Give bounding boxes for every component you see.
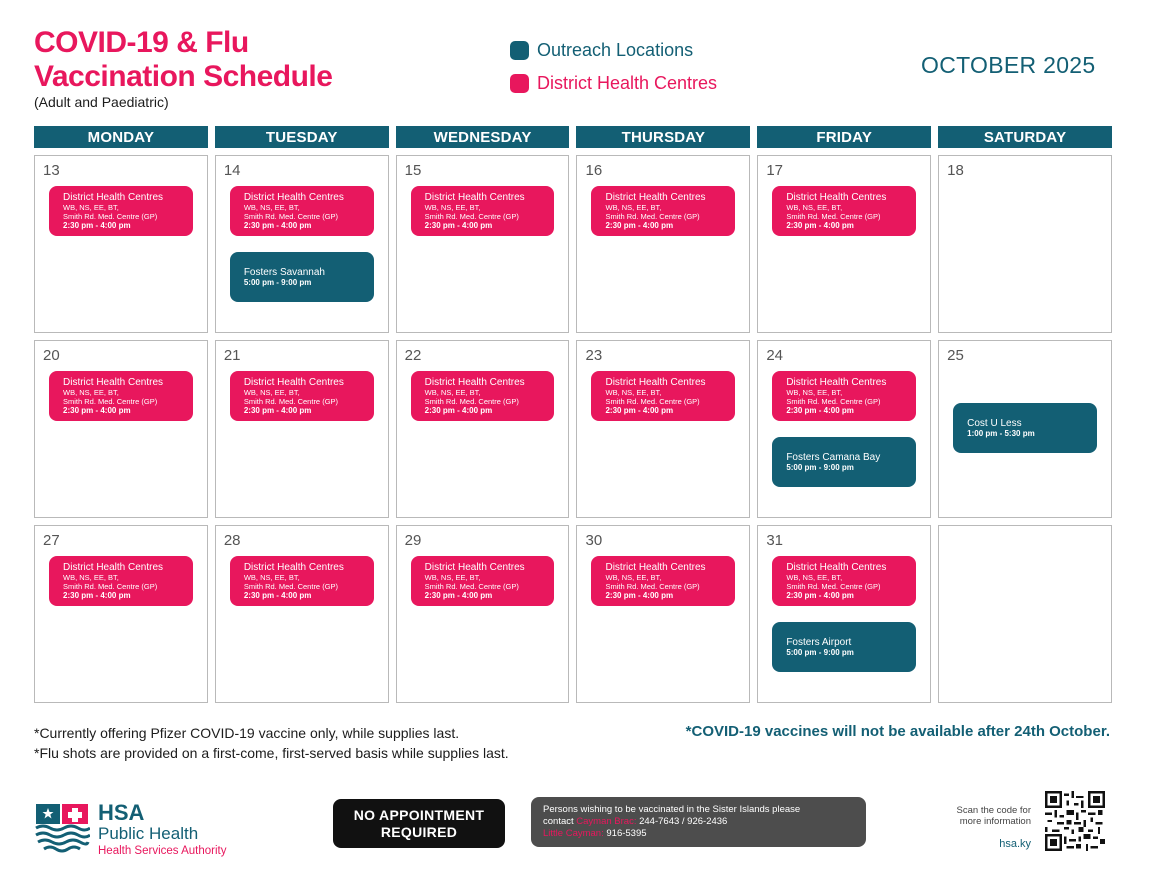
- day-cell: [938, 155, 1112, 333]
- date-number: 23: [585, 347, 603, 364]
- week-row: [34, 340, 1112, 518]
- event-name: District Health Centres: [786, 561, 887, 573]
- title-line-2: Vaccination Schedule: [34, 60, 333, 93]
- event-name: District Health Centres: [424, 561, 525, 573]
- date-number: 24: [766, 347, 783, 364]
- legend-outreach: [510, 34, 717, 67]
- event-locations: WB, NS, EE, BT,: [424, 572, 481, 582]
- event-locations: WB, NS, EE, BT,: [63, 387, 119, 397]
- event-locations: WB, NS, EE, BT,: [786, 387, 843, 397]
- little-cayman-phone: 916-5395: [606, 828, 647, 839]
- hsa-crest-icon: [34, 802, 90, 854]
- event-time: 5:00 pm - 9:00 pm: [786, 462, 854, 472]
- week-row: [34, 525, 1112, 703]
- event-time: 5:00 pm - 9:00 pm: [786, 647, 854, 657]
- hsa-logo: [34, 802, 226, 859]
- district-event: [591, 186, 735, 236]
- day-cell: [757, 525, 931, 703]
- scan-instructions: [930, 805, 1031, 827]
- event-name: District Health Centres: [605, 191, 706, 203]
- day-cell: [215, 340, 389, 518]
- date-number: 25: [947, 347, 964, 364]
- event-time: 2:30 pm - 4:00 pm: [605, 405, 674, 415]
- day-cell: [576, 525, 750, 703]
- event-locations: WB, NS, EE, BT,: [424, 202, 481, 212]
- event-name: District Health Centres: [243, 376, 344, 388]
- event-locations-2: Smith Rd. Med. Centre (GP): [786, 581, 881, 591]
- event-locations-2: Smith Rd. Med. Centre (GP): [424, 581, 519, 591]
- day-header-wednesday: WEDNESDAY: [396, 126, 570, 148]
- cayman-brac-phone: 244-7643 / 926-2436: [639, 816, 728, 827]
- outreach-event: [772, 437, 916, 487]
- cayman-brac-label: Cayman Brac:: [576, 816, 637, 827]
- event-time: 2:30 pm - 4:00 pm: [424, 590, 493, 600]
- date-number: 15: [404, 162, 422, 179]
- no-appointment-line-2: REQUIRED: [380, 823, 458, 840]
- week-row: [34, 155, 1112, 333]
- outreach-event: [953, 403, 1097, 453]
- sister-islands-intro: Persons wishing to be vaccinated in the Sister Islands please: [543, 804, 801, 815]
- event-name: District Health Centres: [786, 376, 887, 388]
- district-event: [772, 371, 916, 421]
- event-name: District Health Centres: [786, 191, 887, 203]
- district-event: [49, 186, 193, 236]
- event-locations-2: Smith Rd. Med. Centre (GP): [63, 211, 158, 221]
- event-locations-2: Smith Rd. Med. Centre (GP): [243, 396, 339, 406]
- day-cell: [396, 155, 570, 333]
- day-cell: [215, 155, 389, 333]
- day-cell: [938, 525, 1112, 703]
- event-locations: WB, NS, EE, BT,: [605, 202, 662, 212]
- district-event: [411, 371, 555, 421]
- date-number: 18: [947, 162, 964, 179]
- event-time: 2:30 pm - 4:00 pm: [63, 220, 131, 230]
- event-locations: WB, NS, EE, BT,: [786, 202, 843, 212]
- district-event: [411, 186, 555, 236]
- month-label: OCTOBER 2025: [921, 52, 1096, 78]
- event-locations-2: Smith Rd. Med. Centre (GP): [424, 211, 519, 221]
- event-time: 2:30 pm - 4:00 pm: [786, 405, 854, 415]
- sister-contact-label: contact: [543, 816, 574, 827]
- event-time: 2:30 pm - 4:00 pm: [63, 590, 131, 600]
- date-number: 29: [404, 532, 422, 549]
- event-locations-2: Smith Rd. Med. Centre (GP): [243, 581, 339, 591]
- event-name: District Health Centres: [605, 376, 706, 388]
- event-locations-2: Smith Rd. Med. Centre (GP): [786, 211, 881, 221]
- calendar-grid: [34, 155, 1112, 710]
- event-locations-2: Smith Rd. Med. Centre (GP): [786, 396, 881, 406]
- day-cell: [396, 340, 570, 518]
- date-number: 13: [43, 162, 60, 179]
- event-name: Fosters Airport: [786, 636, 852, 648]
- date-number: 31: [766, 532, 783, 549]
- date-number: 20: [43, 347, 60, 364]
- event-locations: WB, NS, EE, BT,: [605, 387, 662, 397]
- event-name: Cost U Less: [967, 417, 1022, 429]
- logo-hsa-text: HSA: [98, 800, 145, 825]
- no-appointment-badge: [333, 799, 505, 848]
- event-time: 2:30 pm - 4:00 pm: [243, 405, 312, 415]
- district-event: [411, 556, 555, 606]
- day-header-thursday: THURSDAY: [576, 126, 750, 148]
- event-name: District Health Centres: [63, 191, 164, 203]
- event-locations-2: Smith Rd. Med. Centre (GP): [424, 396, 519, 406]
- logo-authority-text: Health Services Authority: [98, 845, 227, 857]
- outreach-swatch-icon: [510, 41, 529, 60]
- title-line-1: COVID-19 & Flu: [34, 26, 249, 59]
- event-locations: WB, NS, EE, BT,: [243, 387, 300, 397]
- day-cell: [576, 340, 750, 518]
- website-link[interactable]: hsa.ky: [999, 838, 1031, 850]
- scan-line-1: Scan the code for: [956, 805, 1031, 816]
- qr-code-icon[interactable]: [1045, 791, 1105, 851]
- legend: [510, 34, 717, 100]
- event-time: 2:30 pm - 4:00 pm: [605, 590, 674, 600]
- event-locations-2: Smith Rd. Med. Centre (GP): [243, 211, 339, 221]
- event-name: Fosters Camana Bay: [786, 451, 881, 463]
- event-name: District Health Centres: [424, 191, 525, 203]
- date-number: 30: [585, 532, 603, 549]
- date-number: 17: [766, 162, 783, 179]
- little-cayman-label: Little Cayman:: [543, 828, 604, 839]
- page-subtitle: (Adult and Paediatric): [34, 94, 169, 110]
- day-cell: [34, 155, 208, 333]
- outreach-event: [230, 252, 374, 302]
- sister-islands-info: [531, 797, 866, 847]
- event-locations-2: Smith Rd. Med. Centre (GP): [63, 581, 158, 591]
- event-time: 2:30 pm - 4:00 pm: [424, 405, 493, 415]
- legend-district: [510, 67, 717, 100]
- covid-availability-note: *COVID-19 vaccines will not be available after 24th October.: [685, 723, 1110, 740]
- district-event: [230, 186, 374, 236]
- day-cell: [396, 525, 570, 703]
- legend-district-label: District Health Centres: [537, 73, 718, 93]
- event-name: Fosters Savannah: [243, 266, 325, 278]
- event-name: District Health Centres: [63, 376, 164, 388]
- day-header-saturday: SATURDAY: [938, 126, 1112, 148]
- event-time: 1:00 pm - 5:30 pm: [967, 428, 1035, 438]
- day-header-monday: MONDAY: [34, 126, 208, 148]
- event-name: District Health Centres: [243, 561, 344, 573]
- day-cell: [757, 340, 931, 518]
- date-number: 14: [223, 162, 241, 179]
- scan-line-2: more information: [959, 816, 1031, 827]
- event-name: District Health Centres: [243, 191, 344, 203]
- page-title: [34, 26, 332, 94]
- date-number: 22: [404, 347, 422, 364]
- day-cell: [34, 340, 208, 518]
- event-name: District Health Centres: [63, 561, 164, 573]
- event-name: District Health Centres: [424, 376, 525, 388]
- date-number: 21: [223, 347, 241, 364]
- district-event: [591, 371, 735, 421]
- event-time: 2:30 pm - 4:00 pm: [424, 220, 493, 230]
- day-cell: [215, 525, 389, 703]
- day-cell: [757, 155, 931, 333]
- day-cell: [576, 155, 750, 333]
- outreach-event: [772, 622, 916, 672]
- event-time: 2:30 pm - 4:00 pm: [786, 220, 854, 230]
- event-name: District Health Centres: [605, 561, 706, 573]
- event-locations: WB, NS, EE, BT,: [63, 202, 119, 212]
- event-time: 2:30 pm - 4:00 pm: [243, 590, 312, 600]
- footnote-flu: *Flu shots are provided on a first-come, first-served basis while supplies last.: [34, 745, 509, 761]
- district-event: [230, 371, 374, 421]
- logo-public-health-text: Public Health: [98, 824, 199, 843]
- district-event: [49, 371, 193, 421]
- district-event: [591, 556, 735, 606]
- event-locations-2: Smith Rd. Med. Centre (GP): [63, 396, 158, 406]
- no-appointment-line-1: NO APPOINTMENT: [353, 806, 485, 823]
- day-header-friday: FRIDAY: [757, 126, 931, 148]
- event-locations-2: Smith Rd. Med. Centre (GP): [605, 396, 700, 406]
- event-locations-2: Smith Rd. Med. Centre (GP): [605, 581, 700, 591]
- district-event: [772, 556, 916, 606]
- event-locations: WB, NS, EE, BT,: [605, 572, 662, 582]
- district-event: [230, 556, 374, 606]
- date-number: 28: [223, 532, 241, 549]
- day-cell: [938, 340, 1112, 518]
- event-time: 5:00 pm - 9:00 pm: [243, 277, 312, 287]
- day-cell: [34, 525, 208, 703]
- event-locations: WB, NS, EE, BT,: [63, 572, 119, 582]
- legend-outreach-label: Outreach Locations: [537, 40, 694, 60]
- district-event: [49, 556, 193, 606]
- event-time: 2:30 pm - 4:00 pm: [786, 590, 854, 600]
- date-number: 27: [43, 532, 60, 549]
- event-locations-2: Smith Rd. Med. Centre (GP): [605, 211, 700, 221]
- event-time: 2:30 pm - 4:00 pm: [243, 220, 312, 230]
- event-time: 2:30 pm - 4:00 pm: [63, 405, 131, 415]
- event-locations: WB, NS, EE, BT,: [243, 572, 300, 582]
- footnote-pfizer: *Currently offering Pfizer COVID-19 vaccine only, while supplies last.: [34, 725, 460, 741]
- event-locations: WB, NS, EE, BT,: [424, 387, 481, 397]
- day-headers: [34, 126, 1112, 148]
- event-locations: WB, NS, EE, BT,: [786, 572, 843, 582]
- event-locations: WB, NS, EE, BT,: [243, 202, 300, 212]
- day-header-tuesday: TUESDAY: [215, 126, 389, 148]
- footnotes: [34, 723, 509, 763]
- date-number: 16: [585, 162, 603, 179]
- event-time: 2:30 pm - 4:00 pm: [605, 220, 674, 230]
- district-swatch-icon: [510, 74, 529, 93]
- district-event: [772, 186, 916, 236]
